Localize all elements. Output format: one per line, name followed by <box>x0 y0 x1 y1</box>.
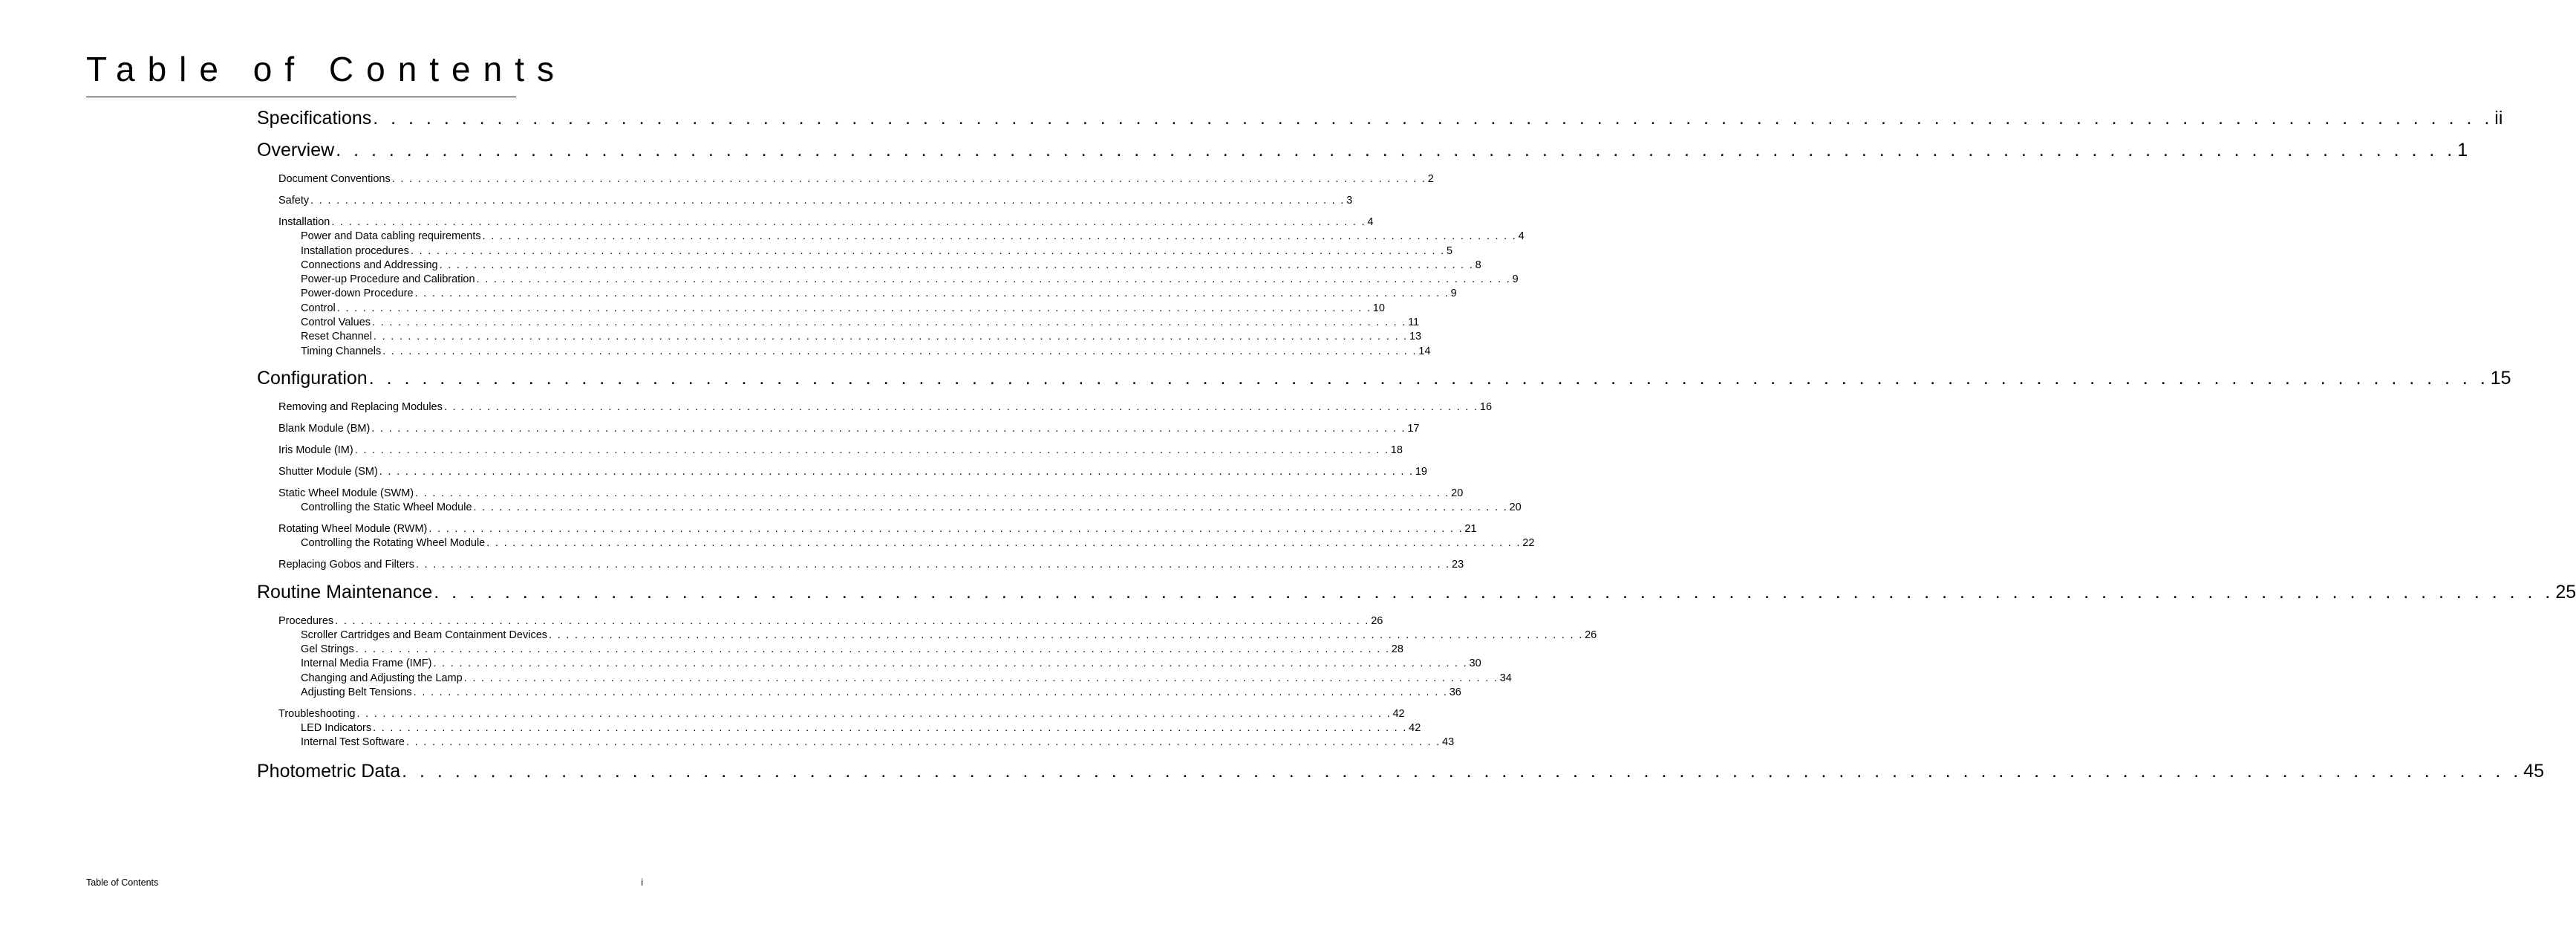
toc-leader-dots: . . . . . . . . . . . . . . . . . . . . . . . . . . . . . . . . . . . . . . . . . . . . . . . . . . . . . . . . . . . . . . . . . . . . . . . . . . . . . . . . . . . . . . . . . . . . . . . . . . . . . . . . . . . . . . . . . . . . . . . . <box>433 657 1468 669</box>
toc-entry-page: 10 <box>1372 302 1385 314</box>
toc-entry-page: 3 <box>1346 195 1353 207</box>
toc-entry-level-3[interactable] <box>301 537 1535 549</box>
toc-entry-label: Scroller Cartridges and Beam Containment Devices <box>301 629 548 641</box>
toc-entry-label: Document Conventions <box>278 173 391 185</box>
toc-entry-page: ii <box>2494 108 2503 129</box>
toc-leader-dots: . . . . . . . . . . . . . . . . . . . . . . . . . . . . . . . . . . . . . . . . . . . . . . . . . . . . . . . . . . . . . . . . . . . . . . . . . . . . . . . . . . . . . . . . . . . . . . . . . . . . . . . . . . . . . . . . . . . . . . . . <box>410 245 1445 257</box>
toc-leader-dots: . . . . . . . . . . . . . . . . . . . . . . . . . . . . . . . . . . . . . . . . . . . . . . . . . . . . . . . . . . . . . . . . . . . . . . . . . . . . . . . . . . . . . . . . . . . . . . . . . . . . . . . . . . . . . . . . . . . . . . . . <box>310 195 1346 207</box>
toc-entry-level-3[interactable] <box>301 316 1420 328</box>
toc-entry-level-3[interactable] <box>301 672 1512 684</box>
toc-entry-level-2[interactable] <box>278 216 1374 228</box>
toc-leader-dots: . . . . . . . . . . . . . . . . . . . . . . . . . . . . . . . . . . . . . . . . . . . . . . . . . . . . . . . . . . . . . . . . . . . . . . . . . . . . . . . . . . . . . . . . . . . . . . . . . . . . . . . . . . . . . . . . . . . . . . . . <box>443 401 1478 413</box>
toc-entry-page: 15 <box>2490 368 2511 389</box>
toc-entry-page: 30 <box>1469 657 1481 669</box>
toc-entry-label: Installation <box>278 216 330 228</box>
toc-leader-dots: . . . . . . . . . . . . . . . . . . . . . . . . . . . . . . . . . . . . . . . . . . . . . . . . . . . . . . . . . . . . . . . . . . . . . . . . . . . . . . . . . . . . . . . . . . . . . . . . . . . . . . . . . . . . . . . . . . . . . . . . <box>428 523 1464 535</box>
toc-entry-level-1[interactable] <box>257 582 2576 603</box>
toc-entry-label: Internal Media Frame (IMF) <box>301 657 432 669</box>
toc-leader-dots: . . . . . . . . . . . . . . . . . . . . . . . . . . . . . . . . . . . . . . . . . . . . . . . . . . . . . . . . . . . . . . . . . . . . . . . . . . . . . . . . . . . . . . . . . . . . . . . . . . . . . . . . . . . . . . . . . . . . . . . . <box>415 559 1450 571</box>
toc-entry-page: 26 <box>1585 629 1597 641</box>
toc-entry-level-3[interactable] <box>301 288 1457 299</box>
toc-entry-label: Shutter Module (SM) <box>278 466 378 478</box>
toc-entry-label: Iris Module (IM) <box>278 444 353 456</box>
toc-entry-label: Connections and Addressing <box>301 259 438 271</box>
toc-entry-page: 26 <box>1371 615 1383 627</box>
toc-leader-dots: . . . . . . . . . . . . . . . . . . . . . . . . . . . . . . . . . . . . . . . . . . . . . . . . . . . . . . . . . . . . . . . . . . . . . . . . . . . . . . . . . . . . . . . . . . . . . . . . . . . . . . . . . . . . . . . . . . . . . . . . <box>336 302 1372 314</box>
toc-entry-label: Specifications <box>257 108 372 129</box>
toc-entry-level-3[interactable] <box>301 302 1385 314</box>
footer-page-number: i <box>641 877 643 888</box>
toc-leader-dots: . . . . . . . . . . . . . . . . . . . . . . . . . . . . . . . . . . . . . . . . . . . . . . . . . . . . . . . . . . . . . . . . . . . . . . . . . . . . . . . . . . . . . . . . . . . . . . . . . . . . . . . . . . . . . . . . . . . . . . . . <box>373 331 1408 342</box>
toc-entry-level-3[interactable] <box>301 230 1525 242</box>
toc-leader-dots: . . . . . . . . . . . . . . . . . . . . . . . . . . . . . . . . . . . . . . . . . . . . . . . . . . . . . . . . . . . . . . . . . . . . . . . . . . . . . . . . . . . . . . . . . . . . . . . . . . . . . . . . . . . . . . . . . . . . . . . . <box>379 466 1414 478</box>
toc-entry-label: Power and Data cabling requirements <box>301 230 481 242</box>
toc-entry-level-3[interactable] <box>301 345 1431 357</box>
toc-entry-page: 14 <box>1418 345 1431 357</box>
toc-entry-level-2[interactable] <box>278 444 1403 456</box>
toc-entry-level-3[interactable] <box>301 273 1519 285</box>
toc-entry-label: Replacing Gobos and Filters <box>278 559 414 571</box>
toc-entry-label: Reset Channel <box>301 331 372 342</box>
toc-entry-page: 8 <box>1475 259 1481 271</box>
toc-entry-label: Removing and Replacing Modules <box>278 401 443 413</box>
toc-entry-label: Power-up Procedure and Calibration <box>301 273 475 285</box>
toc-leader-dots: . . . . . . . . . . . . . . . . . . . . . . . . . . . . . . . . . . . . . . . . . . . . . . . . . . . . . . . . . . . . . . . . . . . . . . . . . . . . . . . . . . . . . . . . . . . . . . . . . . . . . . . . . . . . . . . . . . . . . . . . <box>331 216 1366 228</box>
toc-entry-page: 25 <box>2555 582 2576 603</box>
toc-leader-dots: . . . . . . . . . . . . . . . . . . . . . . . . . . . . . . . . . . . . . . . . . . . . . . . . . . . . . . . . . . . . . . . . . . . . . . . . . . . . . . . . . . . . . . . . . . . . . . . . . . . . . . . . . . . . . . . . . . . . . . . . <box>391 173 1426 185</box>
toc-entry-page: 42 <box>1409 722 1421 734</box>
toc-leader-dots: . . . . . . . . . . . . . . . . . . . . . . . . . . . . . . . . . . . . . . . . . . . . . . . . . . . . . . . . . . . . . . . . . . . . . . . . . . . . . . . . . . . . . . . . . . . . . . . . . . . . . . . . . . . . . . . . . . . . . . . . <box>373 108 2494 129</box>
toc-entry-label: Troubleshooting <box>278 708 356 720</box>
toc-entry-level-1[interactable] <box>257 108 2503 129</box>
toc-entry-label: Rotating Wheel Module (RWM) <box>278 523 428 535</box>
toc-entry-page: 43 <box>1442 736 1455 748</box>
toc-leader-dots: . . . . . . . . . . . . . . . . . . . . . . . . . . . . . . . . . . . . . . . . . . . . . . . . . . . . . . . . . . . . . . . . . . . . . . . . . . . . . . . . . . . . . . . . . . . . . . . . . . . . . . . . . . . . . . . . . . . . . . . . <box>373 722 1408 734</box>
toc-entry-level-2[interactable] <box>278 423 1420 435</box>
toc-leader-dots: . . . . . . . . . . . . . . . . . . . . . . . . . . . . . . . . . . . . . . . . . . . . . . . . . . . . . . . . . . . . . . . . . . . . . . . . . . . . . . . . . . . . . . . . . . . . . . . . . . . . . . . . . . . . . . . . . . . . . . . . <box>372 316 1407 328</box>
toc-entry-page: 17 <box>1407 423 1420 435</box>
toc-entry-page: 4 <box>1367 216 1374 228</box>
toc-entry-label: Changing and Adjusting the Lamp <box>301 672 463 684</box>
toc-entry-label: Static Wheel Module (SWM) <box>278 487 414 499</box>
toc-entry-page: 28 <box>1391 643 1403 655</box>
toc-entry-page: 19 <box>1415 466 1427 478</box>
toc-entry-level-1[interactable] <box>257 368 2511 389</box>
toc-entry-level-1[interactable] <box>257 140 2468 161</box>
toc-leader-dots: . . . . . . . . . . . . . . . . . . . . . . . . . . . . . . . . . . . . . . . . . . . . . . . . . . . . . . . . . . . . . . . . . . . . . . . . . . . . . . . . . . . . . . . . . . . . . . . . . . . . . . . . . . . . . . . . . . . . . . . . <box>405 736 1441 748</box>
toc-entry-level-3[interactable] <box>301 722 1421 734</box>
toc-entry-level-2[interactable] <box>278 708 1405 720</box>
toc-entry-label: Overview <box>257 140 335 160</box>
toc-leader-dots: . . . . . . . . . . . . . . . . . . . . . . . . . . . . . . . . . . . . . . . . . . . . . . . . . . . . . . . . . . . . . . . . . . . . . . . . . . . . . . . . . . . . . . . . . . . . . . . . . . . . . . . . . . . . . . . . . . . . . . . . <box>414 288 1450 299</box>
toc-entry-page: 34 <box>1499 672 1512 684</box>
toc-entry-label: LED Indicators <box>301 722 372 734</box>
toc-leader-dots: . . . . . . . . . . . . . . . . . . . . . . . . . . . . . . . . . . . . . . . . . . . . . . . . . . . . . . . . . . . . . . . . . . . . . . . . . . . . . . . . . . . . . . . . . . . . . . . . . . . . . . . . . . . . . . . . . . . . . . . . <box>371 423 1406 435</box>
toc-leader-dots: . . . . . . . . . . . . . . . . . . . . . . . . . . . . . . . . . . . . . . . . . . . . . . . . . . . . . . . . . . . . . . . . . . . . . . . . . . . . . . . . . . . . . . . . . . . . . . . . . . . . . . . . . . . . . . . . . . . . . . . . <box>434 582 2554 603</box>
toc-entry-level-2[interactable] <box>278 615 1383 627</box>
toc-entry-label: Adjusting Belt Tensions <box>301 686 412 698</box>
toc-entry-page: 20 <box>1509 501 1522 513</box>
toc-entry-page: 9 <box>1512 273 1519 285</box>
toc-entry-label: Safety <box>278 195 310 207</box>
toc-entry-page: 9 <box>1450 288 1457 299</box>
toc-leader-dots: . . . . . . . . . . . . . . . . . . . . . . . . . . . . . . . . . . . . . . . . . . . . . . . . . . . . . . . . . . . . . . . . . . . . . . . . . . . . . . . . . . . . . . . . . . . . . . . . . . . . . . . . . . . . . . . . . . . . . . . . <box>335 615 1370 627</box>
toc-entry-level-3[interactable] <box>301 331 1422 342</box>
toc-entry-page: 23 <box>1452 559 1464 571</box>
toc-entry-label: Procedures <box>278 615 334 627</box>
toc-entry-level-2[interactable] <box>278 195 1353 207</box>
toc-entry-level-2[interactable] <box>278 523 1477 535</box>
toc-leader-dots: . . . . . . . . . . . . . . . . . . . . . . . . . . . . . . . . . . . . . . . . . . . . . . . . . . . . . . . . . . . . . . . . . . . . . . . . . . . . . . . . . . . . . . . . . . . . . . . . . . . . . . . . . . . . . . . . . . . . . . . . <box>463 672 1499 684</box>
toc-entry-label: Control Values <box>301 316 371 328</box>
toc-entry-level-3[interactable] <box>301 245 1453 257</box>
toc-entry-level-3[interactable] <box>301 686 1461 698</box>
toc-entry-page: 11 <box>1408 316 1420 328</box>
toc-leader-dots: . . . . . . . . . . . . . . . . . . . . . . . . . . . . . . . . . . . . . . . . . . . . . . . . . . . . . . . . . . . . . . . . . . . . . . . . . . . . . . . . . . . . . . . . . . . . . . . . . . . . . . . . . . . . . . . . . . . . . . . . <box>402 761 2523 782</box>
toc-entry-label: Photometric Data <box>257 761 401 782</box>
toc-entry-label: Timing Channels <box>301 345 382 357</box>
toc-entry-page: 4 <box>1518 230 1525 242</box>
toc-entry-label: Power-down Procedure <box>301 288 414 299</box>
footer-title: Table of Contents <box>86 877 159 888</box>
toc-leader-dots: . . . . . . . . . . . . . . . . . . . . . . . . . . . . . . . . . . . . . . . . . . . . . . . . . . . . . . . . . . . . . . . . . . . . . . . . . . . . . . . . . . . . . . . . . . . . . . . . . . . . . . . . . . . . . . . . . . . . . . . . <box>439 259 1474 271</box>
toc-entry-level-2[interactable] <box>278 173 1434 185</box>
toc-entry-label: Controlling the Rotating Wheel Module <box>301 537 486 549</box>
toc-entry-level-3[interactable] <box>301 501 1522 513</box>
toc-entry-level-2[interactable] <box>278 466 1427 478</box>
toc-entry-page: 21 <box>1464 523 1477 535</box>
toc-entry-label: Routine Maintenance <box>257 582 433 603</box>
toc-leader-dots: . . . . . . . . . . . . . . . . . . . . . . . . . . . . . . . . . . . . . . . . . . . . . . . . . . . . . . . . . . . . . . . . . . . . . . . . . . . . . . . . . . . . . . . . . . . . . . . . . . . . . . . . . . . . . . . . . . . . . . . . <box>356 708 1392 720</box>
toc-entry-level-3[interactable] <box>301 657 1481 669</box>
toc-leader-dots: . . . . . . . . . . . . . . . . . . . . . . . . . . . . . . . . . . . . . . . . . . . . . . . . . . . . . . . . . . . . . . . . . . . . . . . . . . . . . . . . . . . . . . . . . . . . . . . . . . . . . . . . . . . . . . . . . . . . . . . . <box>413 686 1448 698</box>
toc-entry-page: 36 <box>1449 686 1461 698</box>
toc-leader-dots: . . . . . . . . . . . . . . . . . . . . . . . . . . . . . . . . . . . . . . . . . . . . . . . . . . . . . . . . . . . . . . . . . . . . . . . . . . . . . . . . . . . . . . . . . . . . . . . . . . . . . . . . . . . . . . . . . . . . . . . . <box>473 501 1508 513</box>
toc-entry-label: Installation procedures <box>301 245 409 257</box>
toc-leader-dots: . . . . . . . . . . . . . . . . . . . . . . . . . . . . . . . . . . . . . . . . . . . . . . . . . . . . . . . . . . . . . . . . . . . . . . . . . . . . . . . . . . . . . . . . . . . . . . . . . . . . . . . . . . . . . . . . . . . . . . . . <box>476 273 1511 285</box>
toc-entry-label: Configuration <box>257 368 368 389</box>
toc-entry-level-3[interactable] <box>301 629 1597 641</box>
toc-entry-label: Controlling the Static Wheel Module <box>301 501 472 513</box>
toc-leader-dots: . . . . . . . . . . . . . . . . . . . . . . . . . . . . . . . . . . . . . . . . . . . . . . . . . . . . . . . . . . . . . . . . . . . . . . . . . . . . . . . . . . . . . . . . . . . . . . . . . . . . . . . . . . . . . . . . . . . . . . . . <box>415 487 1450 499</box>
toc-entry-level-1[interactable] <box>257 761 2544 782</box>
toc-entry-page: 20 <box>1451 487 1464 499</box>
toc-leader-dots: . . . . . . . . . . . . . . . . . . . . . . . . . . . . . . . . . . . . . . . . . . . . . . . . . . . . . . . . . . . . . . . . . . . . . . . . . . . . . . . . . . . . . . . . . . . . . . . . . . . . . . . . . . . . . . . . . . . . . . . . <box>382 345 1418 357</box>
toc-entry-page: 45 <box>2523 761 2544 782</box>
toc-leader-dots: . . . . . . . . . . . . . . . . . . . . . . . . . . . . . . . . . . . . . . . . . . . . . . . . . . . . . . . . . . . . . . . . . . . . . . . . . . . . . . . . . . . . . . . . . . . . . . . . . . . . . . . . . . . . . . . . . . . . . . . . <box>549 629 1584 641</box>
toc-leader-dots: . . . . . . . . . . . . . . . . . . . . . . . . . . . . . . . . . . . . . . . . . . . . . . . . . . . . . . . . . . . . . . . . . . . . . . . . . . . . . . . . . . . . . . . . . . . . . . . . . . . . . . . . . . . . . . . . . . . . . . . . <box>336 140 2456 160</box>
toc-entry-label: Control <box>301 302 336 314</box>
toc-entry-page: 22 <box>1522 537 1535 549</box>
toc-entry-level-2[interactable] <box>278 401 1493 413</box>
toc-entry-level-2[interactable] <box>278 487 1464 499</box>
toc-entry-page: 5 <box>1446 245 1453 257</box>
toc-leader-dots: . . . . . . . . . . . . . . . . . . . . . . . . . . . . . . . . . . . . . . . . . . . . . . . . . . . . . . . . . . . . . . . . . . . . . . . . . . . . . . . . . . . . . . . . . . . . . . . . . . . . . . . . . . . . . . . . . . . . . . . . <box>355 643 1390 655</box>
toc-leader-dots: . . . . . . . . . . . . . . . . . . . . . . . . . . . . . . . . . . . . . . . . . . . . . . . . . . . . . . . . . . . . . . . . . . . . . . . . . . . . . . . . . . . . . . . . . . . . . . . . . . . . . . . . . . . . . . . . . . . . . . . . <box>486 537 1522 549</box>
toc-entry-page: 42 <box>1392 708 1405 720</box>
page-title: Table of Contents <box>86 50 567 88</box>
toc-entry-level-2[interactable] <box>278 559 1464 571</box>
toc-entry-page: 2 <box>1427 173 1434 185</box>
toc-entry-level-3[interactable] <box>301 643 1403 655</box>
toc-entry-page: 13 <box>1409 331 1422 342</box>
toc-entry-page: 1 <box>2457 140 2468 160</box>
toc-entry-page: 16 <box>1479 401 1493 413</box>
toc-entry-label: Blank Module (BM) <box>278 423 371 435</box>
toc-leader-dots: . . . . . . . . . . . . . . . . . . . . . . . . . . . . . . . . . . . . . . . . . . . . . . . . . . . . . . . . . . . . . . . . . . . . . . . . . . . . . . . . . . . . . . . . . . . . . . . . . . . . . . . . . . . . . . . . . . . . . . . . <box>354 444 1389 456</box>
toc-entry-page: 18 <box>1390 444 1403 456</box>
toc-entry-label: Gel Strings <box>301 643 354 655</box>
toc-entry-label: Internal Test Software <box>301 736 405 748</box>
toc-leader-dots: . . . . . . . . . . . . . . . . . . . . . . . . . . . . . . . . . . . . . . . . . . . . . . . . . . . . . . . . . . . . . . . . . . . . . . . . . . . . . . . . . . . . . . . . . . . . . . . . . . . . . . . . . . . . . . . . . . . . . . . . <box>368 368 2489 389</box>
toc-entry-level-3[interactable] <box>301 736 1455 748</box>
toc-entry-level-3[interactable] <box>301 259 1481 271</box>
toc-leader-dots: . . . . . . . . . . . . . . . . . . . . . . . . . . . . . . . . . . . . . . . . . . . . . . . . . . . . . . . . . . . . . . . . . . . . . . . . . . . . . . . . . . . . . . . . . . . . . . . . . . . . . . . . . . . . . . . . . . . . . . . . <box>482 230 1517 242</box>
